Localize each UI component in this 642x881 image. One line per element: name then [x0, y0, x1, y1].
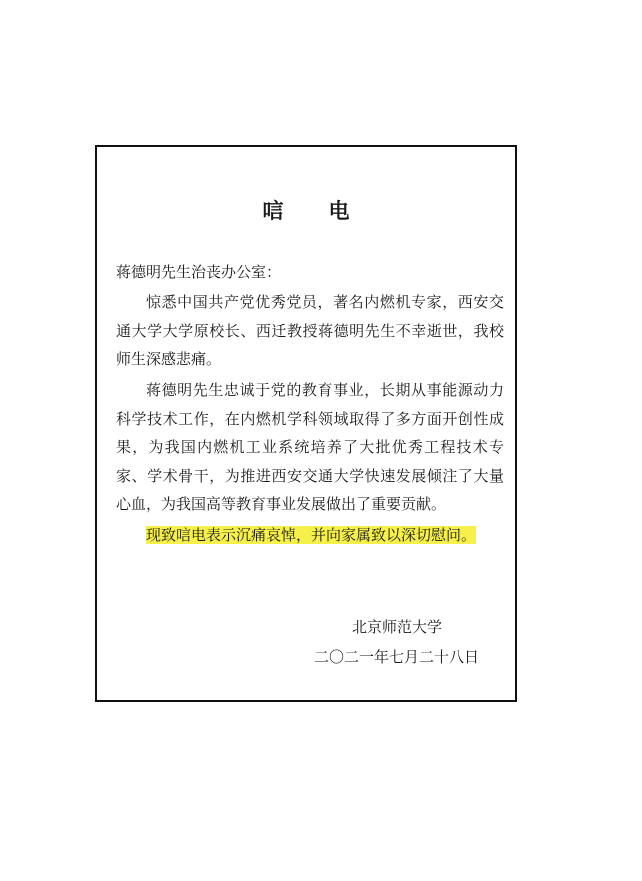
document-frame [95, 145, 517, 702]
document-title: 唁 电 [262, 199, 369, 223]
paragraph-closing [116, 521, 504, 550]
highlighted-closing-text: 现致唁电表示沉痛哀悼，并向家属致以深切慰问。 [146, 526, 477, 544]
signature-date: 二〇二一年七月二十八日 [314, 648, 480, 666]
paragraph-achievements: 蒋德明先生忠诚于党的教育事业，长期从事能源动力科学技术工作，在内燃机学科领域取得了多方面开创性成果，为我国内燃机工业系统培养了大批优秀工程技术专家、学术骨干，为推进西安交通大学快速发展倾注了大量心血，为我国高等教育事业发展做出了重要贡献。 [116, 381, 504, 513]
paragraph-condolence-news: 惊悉中国共产党优秀党员，著名内燃机专家，西安交通大学大学原校长、西迁教授蒋德明先生不幸逝世，我校师生深感悲痛。 [116, 293, 504, 368]
signature-organization: 北京师范大学 [352, 618, 443, 636]
recipient-line: 蒋德明先生治丧办公室： [116, 263, 282, 281]
